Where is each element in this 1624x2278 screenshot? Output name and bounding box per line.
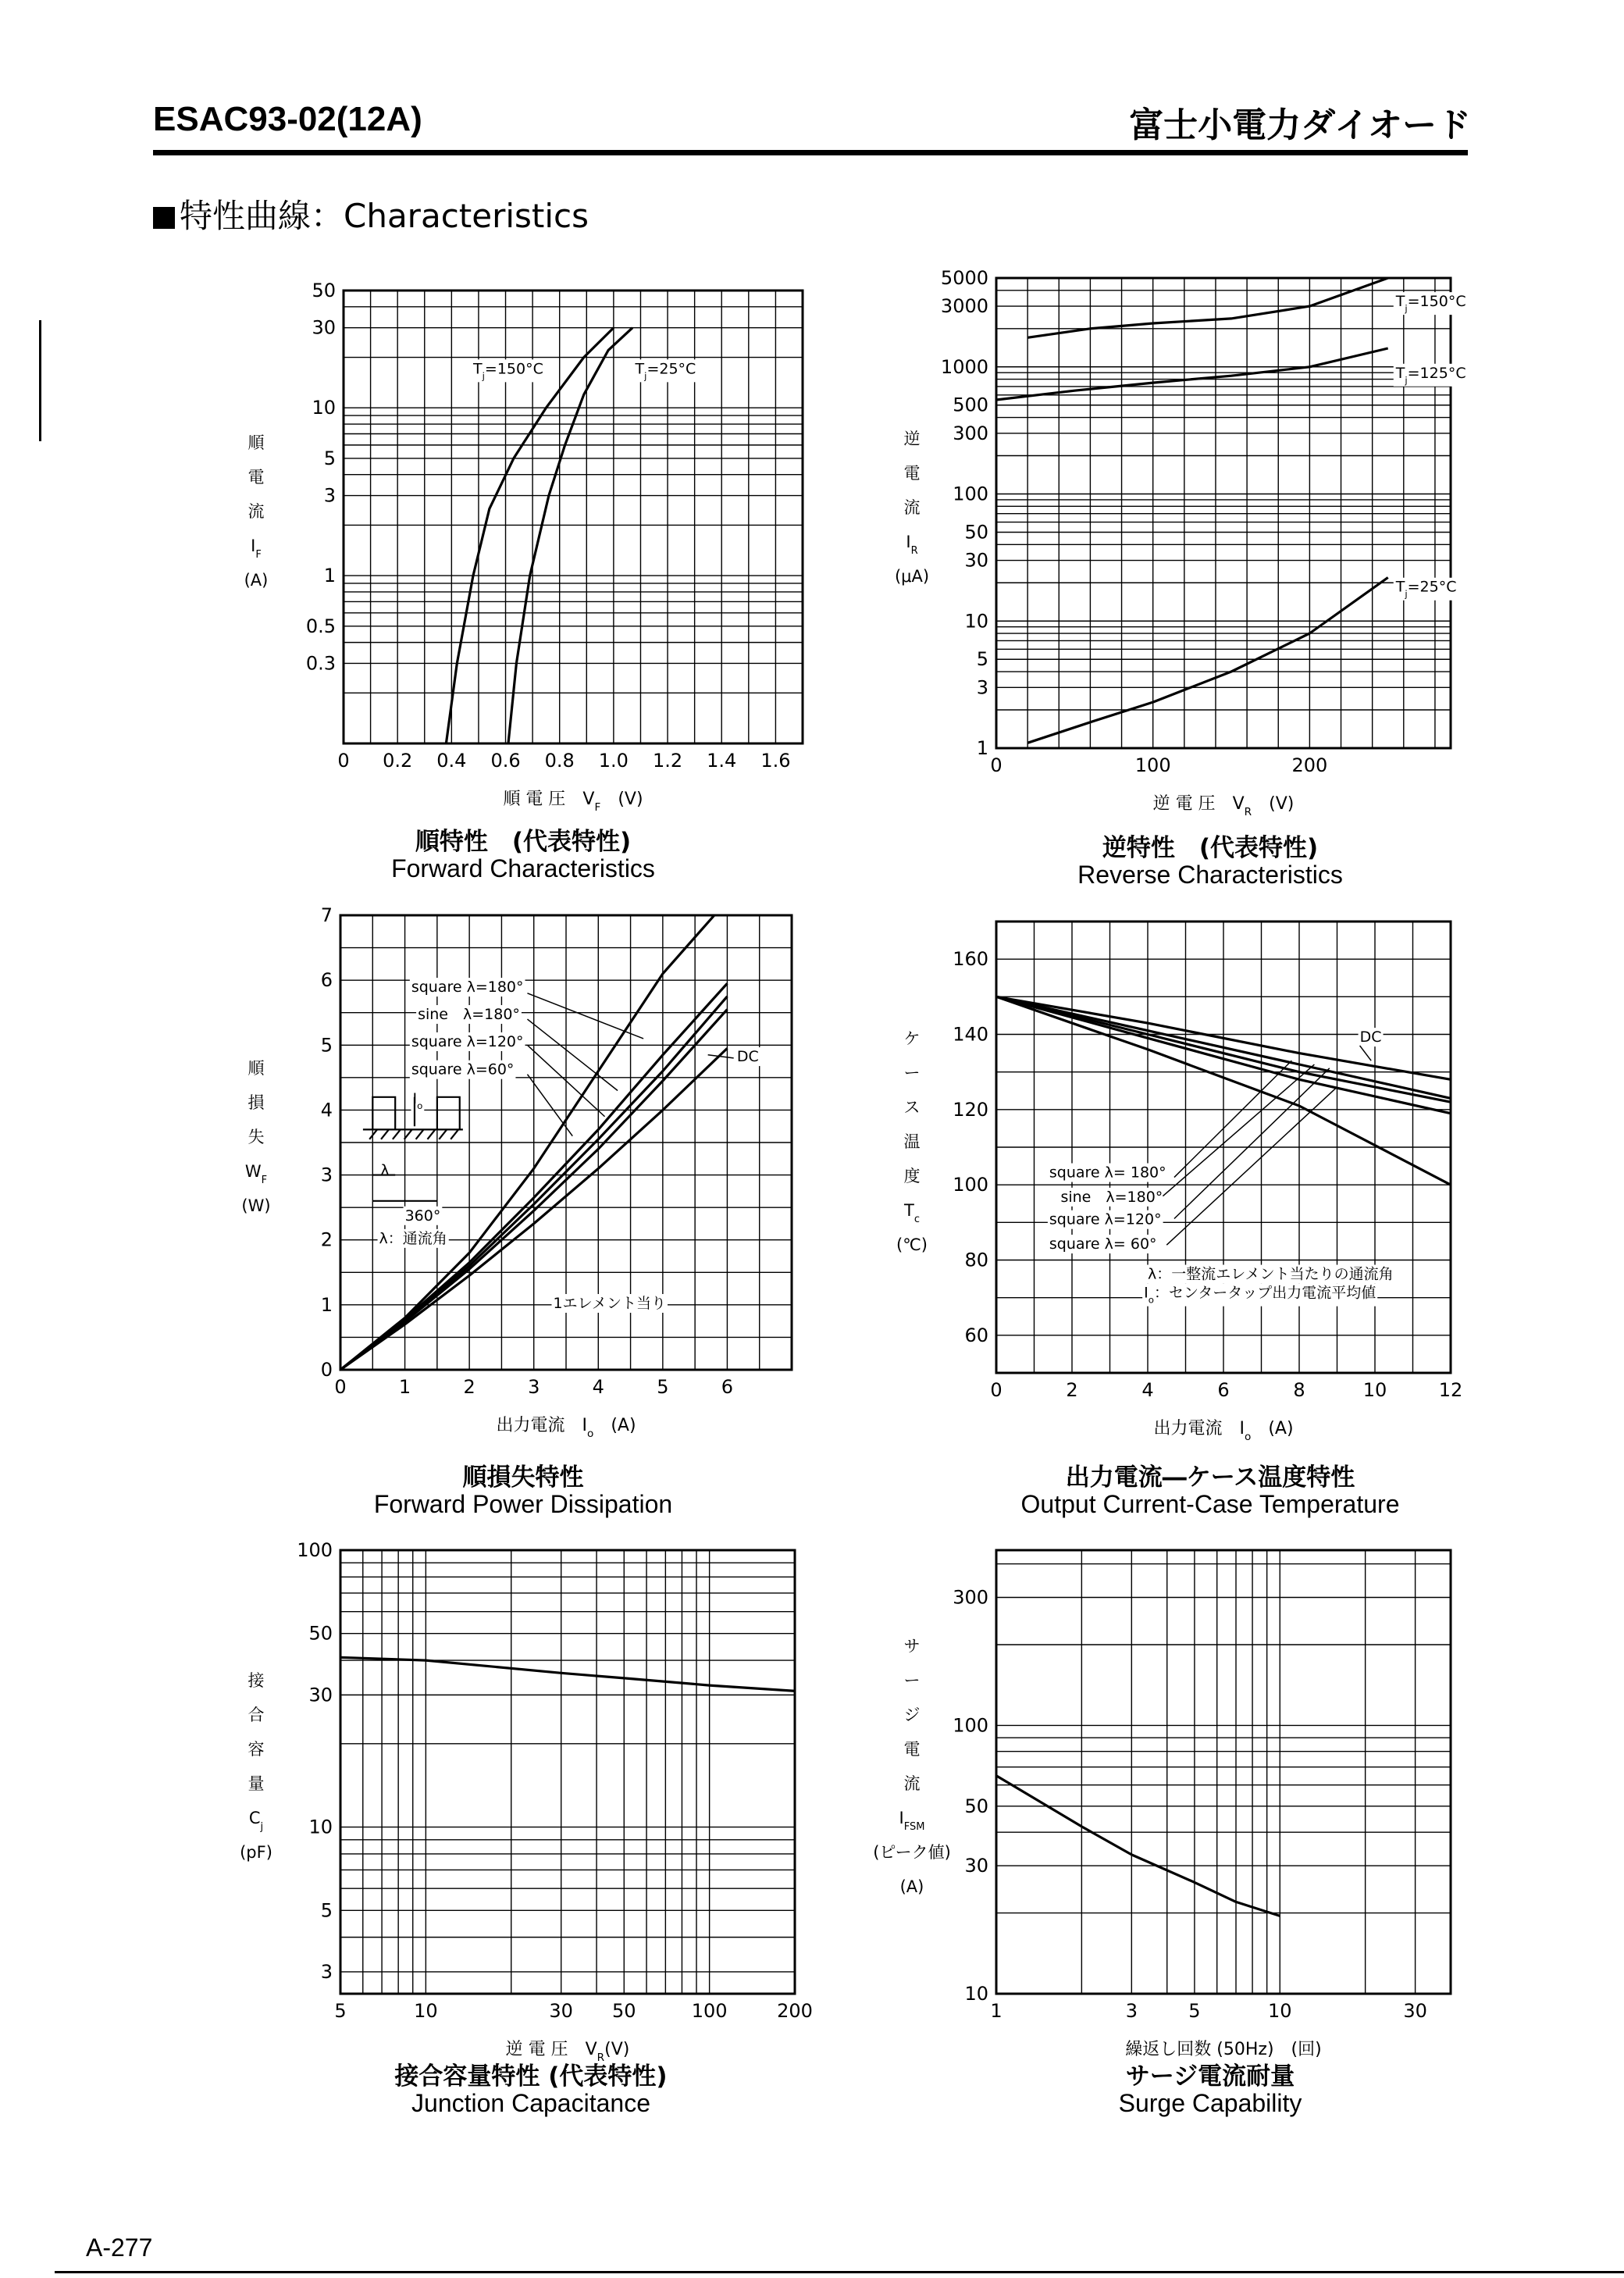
x-tick-label: 8: [1293, 1379, 1305, 1401]
y-tick-label: 3000: [940, 295, 988, 318]
chart-forward: [234, 272, 812, 834]
x-tick-label: 5: [657, 1376, 669, 1398]
caption-en-forward: Forward Characteristics: [391, 854, 655, 882]
x-tick-label: 10: [414, 2000, 438, 2022]
footer-rule: [55, 2271, 1624, 2273]
y-tick-label: 500: [953, 394, 988, 416]
y-tick-label: 100: [953, 483, 988, 505]
y-tick-label: 4: [320, 1099, 333, 1121]
y-axis-label: (A): [899, 1877, 924, 1896]
y-tick-label: 10: [964, 1983, 988, 2005]
y-axis-label: (A): [244, 571, 269, 590]
y-tick-label: 10: [964, 610, 988, 633]
x-tick-label: 200: [1291, 754, 1328, 776]
leader-line: [1166, 1087, 1337, 1245]
y-axis-label: ー: [903, 1671, 921, 1690]
plot-frame-surge: [996, 1550, 1451, 1994]
caption-jp-capacitance: 接合容量特性 (代表特性): [394, 2062, 668, 2091]
x-axis-label: 繰返し回数 (50Hz) (回): [1125, 2040, 1322, 2059]
curve-label: sine λ=180°: [418, 1006, 520, 1024]
curve-label: DC: [736, 1048, 759, 1066]
caption-jp-surge: サージ電流耐量: [1125, 2062, 1295, 2091]
y-tick-label: 2: [320, 1228, 333, 1251]
y-tick-label: 0.5: [305, 615, 336, 637]
x-tick-label: 100: [1134, 754, 1171, 776]
curve-label: square λ= 60°: [1049, 1235, 1157, 1253]
y-axis-label: 逆: [903, 430, 921, 448]
y-axis-label: ケ: [903, 1029, 921, 1048]
chart-surge: [873, 1535, 1483, 2066]
section-title: 特性曲線：Characteristics: [180, 197, 589, 235]
y-tick-label: 50: [964, 1795, 988, 1817]
x-tick-label: 5: [1188, 2000, 1201, 2022]
x-tick-label: 5: [334, 2000, 347, 2022]
y-axis-label: 容: [248, 1740, 265, 1759]
curve-label: $T_j=25^\circ C$: [635, 360, 696, 382]
caption-jp-reverse: 逆特性 (代表特性): [1102, 834, 1319, 862]
x-tick-label: 0: [334, 1376, 347, 1398]
x-tick-label: 6: [1217, 1379, 1230, 1401]
curve-label: $I_o$：センタータップ出力電流平均値: [1144, 1284, 1376, 1306]
hatch-line: [427, 1129, 435, 1139]
x-tick-label: 1.6: [760, 750, 791, 772]
curve-label: λ：通流角: [379, 1229, 447, 1247]
x-tick-label: 2: [463, 1376, 475, 1398]
y-axis-label: $I_F$: [251, 537, 262, 561]
chart-panel-power: [234, 906, 812, 1531]
y-axis-label: $W_F$: [244, 1162, 268, 1186]
y-axis-label: 度: [903, 1167, 921, 1185]
hatch-line: [381, 1129, 389, 1139]
y-axis-label: 損: [248, 1093, 265, 1112]
margin-mark: [39, 320, 41, 441]
chart-capacitance: [234, 1535, 828, 2066]
x-tick-label: 10: [1268, 2000, 1292, 2022]
square-bullet-icon: [153, 207, 175, 229]
series-line: [996, 348, 1388, 400]
y-axis-label: $T_c$: [904, 1201, 920, 1225]
y-tick-label: 50: [312, 280, 336, 301]
y-axis-label: ジ: [903, 1706, 921, 1724]
y-tick-label: 1: [976, 737, 988, 759]
y-axis-label: サ: [903, 1637, 921, 1656]
caption-jp-power: 順損失特性: [462, 1463, 584, 1492]
gridlines-surge: [996, 1550, 1451, 1994]
x-tick-label: 3: [1125, 2000, 1138, 2022]
y-tick-label: 3: [323, 484, 336, 507]
x-tick-label: 4: [592, 1376, 604, 1398]
y-axis-label: 流: [903, 498, 921, 517]
y-tick-label: 30: [964, 549, 988, 572]
header-rule: [153, 150, 1468, 155]
y-axis-label: 接: [248, 1671, 265, 1690]
caption-jp-case-temp: 出力電流―ケース温度特性: [1065, 1463, 1355, 1492]
curve-label: DC: [1359, 1028, 1382, 1046]
x-tick-label: 0.6: [490, 750, 521, 772]
chart-reverse: [890, 267, 1483, 834]
x-axis-label: 逆 電 圧 $V_R(V)$: [505, 2040, 630, 2064]
y-tick-label: 1: [320, 1293, 333, 1316]
y-axis-label: 合: [248, 1706, 265, 1724]
y-tick-label: 30: [964, 1855, 988, 1877]
x-axis-label: 順 電 圧 $V_F$ (V): [503, 790, 643, 814]
x-tick-label: 0.2: [383, 750, 413, 772]
y-tick-label: 3: [320, 1164, 333, 1186]
y-tick-label: 100: [297, 1539, 333, 1561]
y-tick-label: 5: [976, 648, 988, 671]
chart-case-temp: [890, 906, 1483, 1453]
leader-line: [527, 1019, 618, 1090]
y-tick-label: 3: [320, 1960, 333, 1983]
caption-en-reverse: Reverse Characteristics: [1077, 861, 1343, 889]
y-axis-label: 電: [248, 468, 265, 487]
x-tick-label: 6: [721, 1376, 734, 1398]
curve-label: 1エレメント当り: [553, 1295, 667, 1313]
y-tick-label: 5: [323, 447, 336, 469]
chart-panel-forward: [234, 272, 812, 889]
x-tick-label: 30: [549, 2000, 573, 2022]
y-tick-label: 0: [320, 1359, 333, 1381]
y-axis-label: 失: [248, 1128, 265, 1146]
part-number-title: ESAC93-02(12A): [153, 100, 422, 138]
y-tick-label: 100: [953, 1174, 988, 1196]
chart-power: [234, 906, 812, 1453]
x-tick-label: 30: [1403, 2000, 1427, 2022]
y-tick-label: 5: [320, 1899, 333, 1922]
y-tick-label: 0.3: [305, 652, 336, 675]
hatch-line: [416, 1129, 424, 1139]
product-family-title: 富士小電力ダイオード: [1129, 105, 1471, 145]
y-axis-label: 順: [248, 1059, 265, 1078]
x-tick-label: 50: [612, 2000, 636, 2022]
y-axis-label: 電: [903, 464, 921, 483]
x-tick-label: 0.8: [544, 750, 575, 772]
y-tick-label: 120: [953, 1098, 988, 1121]
hatch-line: [369, 1129, 377, 1139]
caption-jp-forward: 順特性 (代表特性): [415, 828, 632, 856]
page-number: A-277: [86, 2233, 153, 2262]
series-line: [340, 1657, 795, 1691]
curve-label: λ: [380, 1161, 390, 1179]
curve-label: 360°: [404, 1207, 441, 1225]
y-tick-label: 1000: [940, 355, 988, 378]
x-tick-label: 1: [990, 2000, 1003, 2022]
curve-label: $I_o$: [412, 1090, 423, 1112]
y-tick-label: 1: [323, 565, 336, 587]
leader-line: [1174, 1068, 1330, 1219]
y-axis-label: $I_R$: [906, 533, 918, 557]
y-axis-label: 量: [248, 1774, 265, 1793]
section-heading: [153, 191, 589, 237]
y-tick-label: 160: [953, 948, 988, 971]
x-tick-label: 0.4: [436, 750, 467, 772]
hatch-line: [439, 1129, 447, 1139]
caption-en-capacitance: Junction Capacitance: [411, 2089, 650, 2117]
y-axis-label: (ピーク値): [873, 1843, 951, 1862]
y-tick-label: 10: [308, 1816, 333, 1838]
chart-panel-surge: [873, 1535, 1483, 2128]
curve-label: $T_j=150^\circ C$: [473, 360, 543, 382]
x-tick-label: 2: [1066, 1379, 1078, 1401]
curve-label: $T_j=150^\circ C$: [1395, 293, 1466, 315]
y-axis-label: ス: [903, 1098, 921, 1117]
plot-frame-forward: [344, 291, 803, 743]
x-tick-label: 1.2: [652, 750, 683, 772]
y-axis-label: ー: [903, 1064, 921, 1082]
y-tick-label: 50: [964, 521, 988, 544]
y-tick-label: 100: [953, 1714, 988, 1737]
caption-en-surge: Surge Capability: [1118, 2089, 1302, 2117]
x-tick-label: 1.4: [707, 750, 737, 772]
y-tick-label: 7: [320, 904, 333, 926]
leader-line: [1360, 1046, 1372, 1061]
series-line: [1027, 578, 1388, 743]
y-tick-label: 5: [320, 1034, 333, 1057]
y-axis-label: (pF): [240, 1843, 272, 1862]
chart-panel-capacitance: [234, 1535, 828, 2128]
x-tick-label: 1.0: [598, 750, 629, 772]
y-tick-label: 140: [953, 1023, 988, 1046]
y-axis-label: 電: [903, 1740, 921, 1759]
y-tick-label: 30: [308, 1684, 333, 1706]
x-tick-label: 0: [990, 754, 1003, 776]
x-tick-label: 10: [1362, 1379, 1387, 1401]
y-tick-label: 30: [312, 316, 336, 339]
y-axis-label: 順: [248, 433, 265, 452]
y-axis-label: 温: [903, 1132, 921, 1151]
curve-label: square λ= 180°: [1049, 1164, 1166, 1182]
y-tick-label: 80: [964, 1249, 988, 1271]
y-axis-label: $I_{FSM}$: [899, 1809, 925, 1833]
y-tick-label: 60: [964, 1324, 988, 1346]
curve-label: square λ=60°: [411, 1061, 515, 1078]
y-axis-label: $C_j$: [248, 1809, 264, 1833]
y-tick-label: 300: [953, 422, 988, 444]
curve-label: square λ=180°: [411, 979, 524, 996]
x-tick-label: 3: [528, 1376, 540, 1398]
series-line: [446, 328, 614, 743]
curve-label: $T_j=25^\circ C$: [1395, 578, 1457, 600]
chart-panel-reverse: [890, 267, 1483, 897]
gridlines-capacitance: [340, 1550, 795, 1994]
x-tick-label: 1: [398, 1376, 411, 1398]
y-tick-label: 50: [308, 1622, 333, 1645]
x-axis-label: 逆 電 圧 $V_R$ (V): [1152, 794, 1295, 818]
curve-label: sine λ=180°: [1060, 1188, 1163, 1206]
chart-panel-case-temp: [890, 906, 1483, 1531]
caption-en-power: Forward Power Dissipation: [373, 1490, 673, 1518]
y-axis-label: (μA): [894, 567, 930, 586]
curve-label: λ：一整流エレメント当たりの通流角: [1148, 1265, 1394, 1283]
x-tick-label: 12: [1438, 1379, 1463, 1401]
series-line: [996, 1776, 1280, 1916]
hatch-line: [451, 1129, 458, 1139]
y-tick-label: 5000: [940, 267, 988, 289]
y-axis-label: 流: [903, 1774, 921, 1793]
y-axis-label: (W): [241, 1196, 271, 1215]
y-tick-label: 300: [953, 1586, 988, 1609]
y-tick-label: 6: [320, 969, 333, 992]
gridlines-forward: [344, 291, 803, 743]
leader-line: [1174, 1061, 1291, 1177]
x-tick-label: 4: [1141, 1379, 1154, 1401]
hatch-line: [393, 1129, 401, 1139]
y-axis-label: 流: [248, 502, 265, 521]
waveform-inset: [363, 1097, 463, 1201]
leader-line: [527, 993, 643, 1039]
plot-frame-capacitance: [340, 1550, 795, 1994]
curve-label: square λ=120°: [1049, 1210, 1162, 1228]
x-tick-label: 0: [337, 750, 350, 772]
y-tick-label: 10: [312, 397, 336, 419]
curve-label: square λ=120°: [411, 1032, 524, 1050]
x-axis-label: 出力電流 $I_o$ (A): [496, 1416, 636, 1440]
x-tick-label: 100: [691, 2000, 728, 2022]
x-axis-label: 出力電流 $I_o$ (A): [1153, 1419, 1294, 1443]
y-axis-label: (℃): [896, 1235, 928, 1254]
curve-label: $T_j=125^\circ C$: [1395, 364, 1466, 386]
y-tick-label: 3: [976, 676, 988, 699]
x-tick-label: 200: [777, 2000, 813, 2022]
x-tick-label: 0: [990, 1379, 1003, 1401]
caption-en-case-temp: Output Current-Case Temperature: [1020, 1490, 1400, 1518]
